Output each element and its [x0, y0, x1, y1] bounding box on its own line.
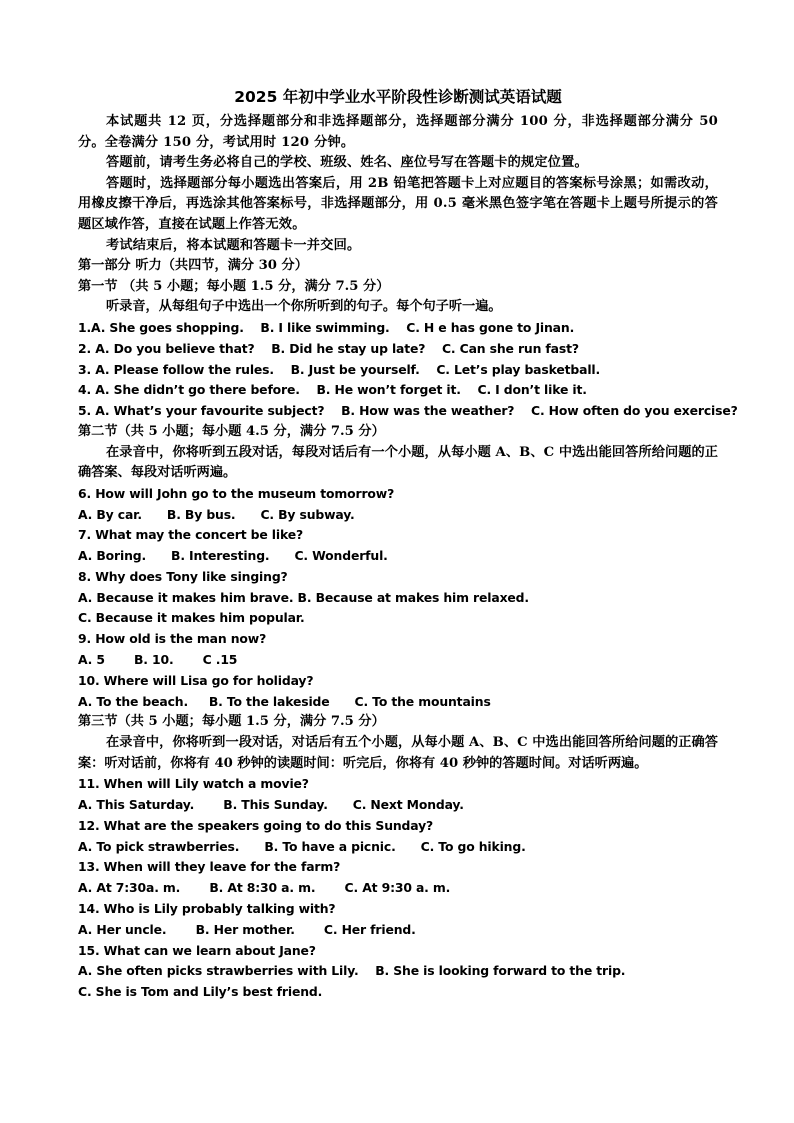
- answer-options: A. Because it makes him brave. B. Because at makes him relaxed.: [78, 589, 529, 605]
- section-directions: 听录音，从每组句子中选出一个你所听到的句子。每个句子听一遍。: [106, 299, 502, 315]
- question-stem: 11. When will Lily watch a movie?: [78, 776, 309, 792]
- question-stem: 10. Where will Lisa go for holiday?: [78, 672, 314, 688]
- answer-options: A. To pick strawberries. B. To have a picnic. C. To go hiking.: [78, 838, 526, 854]
- section-heading: 第二节（共 5 小题；每小题 4.5 分，满分 7.5 分）: [78, 423, 385, 439]
- instruction-paragraph: 答题时，选择题部分每小题选出答案后，用 2B 铅笔把答题卡上对应题目的答案标号涂黑；如需改动，用橡皮擦干净后，再选涂其他答案标号，非选择题部分，用 0.5 毫米黑色签字笔在答题卡上题号所提示的答题区域作答，直接在试题上作答无效。: [78, 175, 718, 232]
- question-line: 2. A. Do you believe that? B. Did he stay up late? C. Can she run fast?: [78, 340, 579, 356]
- instruction-paragraph: 答题前，请考生务必将自己的学校、班级、姓名、座位号写在答题卡的规定位置。: [106, 155, 588, 171]
- answer-options: A. To the beach. B. To the lakeside C. To the mountains: [78, 693, 491, 709]
- answer-options: A. By car. B. By bus. C. By subway.: [78, 506, 355, 522]
- question-line: 5. A. What’s your favourite subject? B. How was the weather? C. How often do you exercise?: [78, 403, 738, 419]
- question-stem: 12. What are the speakers going to do this Sunday?: [78, 817, 434, 833]
- section-1: [78, 277, 738, 422]
- question-line: 4. A. She didn’t go there before. B. He won’t forget it. C. I don’t like it.: [78, 382, 587, 398]
- question-stem: 13. When will they leave for the farm?: [78, 859, 341, 875]
- section-directions: 在录音中，你将听到一段对话，对话后有五个小题，从每小题 A、B、C 中选出能回答所给问题的正确答案：听对话前，你将有 40 秒钟的读题时间：听完后，你将有 40 秒钟的答题时间。对话听两遍。: [78, 735, 718, 771]
- section-2: [78, 422, 718, 713]
- question-line: 3. A. Please follow the rules. B. Just be yourself. C. Let’s play basketball.: [78, 361, 601, 377]
- answer-options: A. This Saturday. B. This Sunday. C. Next Monday.: [78, 797, 464, 813]
- question-line: 1.A. She goes shopping. B. I like swimming. C. H e has gone to Jinan.: [78, 319, 575, 335]
- answer-options: C. She is Tom and Lily’s best friend.: [78, 984, 323, 1000]
- section-3: [78, 712, 718, 1003]
- section-heading: 第一节 （共 5 小题；每小题 1.5 分，满分 7.5 分）: [78, 278, 390, 294]
- question-stem: 14. Who is Lily probably talking with?: [78, 901, 336, 917]
- answer-options: A. Her uncle. B. Her mother. C. Her friend.: [78, 921, 416, 937]
- question-stem: 6. How will John go to the museum tomorrow?: [78, 485, 395, 501]
- section-heading: 第三节（共 5 小题；每小题 1.5 分，满分 7.5 分）: [78, 714, 385, 730]
- page-title: 2025 年初中学业水平阶段性诊断测试英语试题: [234, 88, 562, 106]
- answer-options: A. Boring. B. Interesting. C. Wonderful.: [78, 548, 388, 564]
- question-stem: 9. How old is the man now?: [78, 631, 267, 647]
- question-stem: 15. What can we learn about Jane?: [78, 942, 316, 958]
- section-directions: 在录音中，你将听到五段对话，每段对话后有一个小题，从每小题 A、B、C 中选出能回答所给问题的正确答案、每段对话听两遍。: [78, 444, 718, 481]
- part-heading: 第一部分 听力（共四节，满分 30 分）: [78, 258, 308, 274]
- answer-options: A. She often picks strawberries with Lily. B. She is looking forward to the trip.: [78, 963, 626, 979]
- exam-page: [78, 86, 738, 1003]
- instructions: [78, 112, 718, 256]
- question-stem: 8. Why does Tony like singing?: [78, 568, 288, 584]
- answer-options: A. 5 B. 10. C .15: [78, 652, 238, 668]
- instruction-paragraph: 考试结束后，将本试题和答题卡一并交回。: [106, 237, 361, 253]
- answer-options: C. Because it makes him popular.: [78, 610, 305, 626]
- instruction-paragraph: 本试题共 12 页，分选择题部分和非选择题部分，选择题部分满分 100 分，非选择题部分满分 50 分。全卷满分 150 分，考试用时 120 分钟。: [78, 114, 718, 150]
- answer-options: A. At 7:30a. m. B. At 8:30 a. m. C. At 9:30 a. m.: [78, 880, 451, 896]
- question-stem: 7. What may the concert be like?: [78, 527, 304, 543]
